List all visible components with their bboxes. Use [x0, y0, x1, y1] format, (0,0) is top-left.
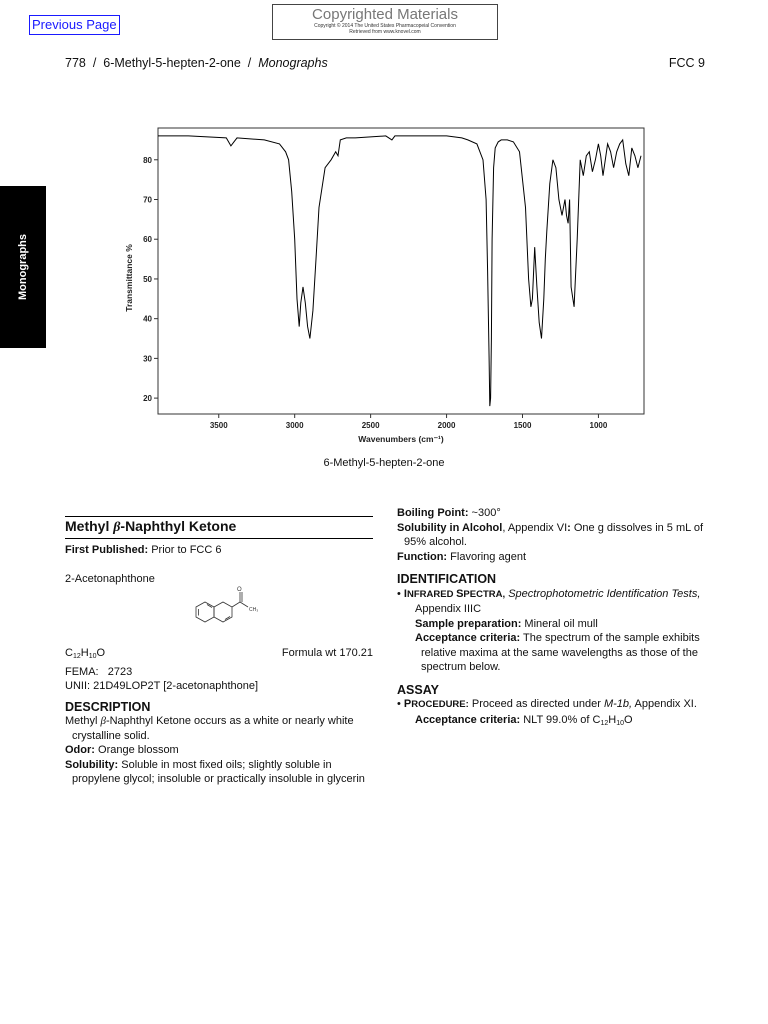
ir-spectrum-chart	[120, 120, 650, 450]
odor-value: Orange blossom	[98, 744, 179, 756]
figure-caption: 6-Methyl-5-hepten-2-one	[323, 457, 445, 469]
procedure-appendix: Appendix XI.	[634, 698, 697, 710]
acceptance-criteria-line	[397, 631, 707, 675]
solubility-alcohol-ref: , Appendix VI	[502, 521, 568, 534]
fema-value: 2723	[107, 665, 133, 678]
fema-label: FEMA:	[65, 665, 99, 678]
separator: /	[244, 56, 255, 70]
procedure-item	[397, 697, 707, 713]
x-tick-label: 1000	[589, 421, 608, 430]
x-tick-label: 3000	[285, 421, 304, 430]
x-tick-label: 3500	[209, 421, 228, 430]
side-tab	[0, 186, 46, 348]
y-tick-label: 70	[143, 195, 152, 205]
odor-label: Odor:	[65, 744, 95, 756]
y-tick-label: 80	[143, 155, 152, 165]
description-heading: DESCRIPTION	[65, 699, 151, 714]
infrared-reference: Spectrophotometric Identification Tests,	[508, 587, 701, 600]
formula-line	[65, 646, 373, 665]
identification-heading: IDENTIFICATION	[397, 572, 497, 586]
function-label: Function:	[397, 550, 448, 563]
title-beta: β	[113, 520, 121, 535]
solubility-label: Solubility:	[65, 758, 119, 771]
y-tick-label: 50	[143, 274, 152, 284]
boiling-label: Boiling Point:	[397, 507, 469, 519]
assay-acceptance-line	[397, 713, 707, 732]
spectrum-line	[158, 136, 641, 406]
assay-acceptance-label: Acceptance criteria:	[415, 713, 521, 726]
banner-line2: Retrieved from www.knovel.com	[349, 29, 421, 35]
title-text-a: Methyl	[65, 518, 114, 534]
fema-line	[65, 665, 373, 680]
procedure-label: PROCEDURE:	[403, 698, 469, 710]
side-tab-label: Monographs	[17, 234, 29, 300]
infrared-appendix: Appendix IIIC	[415, 603, 482, 615]
x-axis-label: Wavenumbers (cm⁻¹)	[358, 434, 444, 444]
methyl-label: CH₃	[249, 607, 259, 613]
banner-line1: Copyright © 2014 The United States Pharmacopeial Convention	[314, 23, 456, 29]
boiling-value: ~300°	[471, 507, 501, 519]
monograph-title	[65, 516, 373, 539]
boiling-point-line	[397, 506, 707, 521]
separator: /	[89, 56, 100, 70]
y-tick-label: 60	[143, 235, 152, 245]
y-axis-label: Transmittance %	[124, 244, 134, 312]
page-number: 778	[65, 56, 86, 70]
function-line	[397, 550, 707, 565]
solubility-value: Soluble in most fixed oils; slightly soluble in propylene glycol; insoluble or practically insoluble in glycerin	[72, 758, 365, 785]
y-tick-label: 30	[143, 354, 152, 364]
right-column	[397, 506, 707, 731]
running-head-monograph: 6-Methyl-5-hepten-2-one	[103, 56, 241, 70]
y-tick-label: 20	[143, 394, 152, 404]
sample-prep-line	[397, 617, 707, 632]
edition-label: FCC 9	[668, 56, 705, 70]
x-tick-label: 2500	[361, 421, 380, 430]
previous-page-button[interactable]: Previous Page	[29, 15, 120, 35]
copyright-banner	[272, 4, 498, 40]
unii-line: UNII: 21D49LOP2T [2-acetonaphthone]	[65, 680, 259, 692]
solubility-alcohol-value: One g dissolves in 5 mL of 95% alcohol.	[404, 521, 704, 548]
molecular-formula: $C_{12}H_{10}O$	[65, 647, 106, 660]
first-published-value: Prior to FCC 6	[151, 544, 222, 556]
bullet: •	[397, 698, 404, 710]
synonym: 2-Acetonaphthone	[65, 572, 155, 585]
chemical-structure	[65, 586, 373, 646]
acceptance-value: The spectrum of the sample exhibits relative maxima at the same wavelengths as those of the spectrum below.	[421, 632, 700, 673]
assay-heading: ASSAY	[397, 682, 439, 697]
formula-weight: Formula wt 170.21	[281, 647, 373, 659]
procedure-method: M-1b,	[603, 698, 633, 710]
description-text: Methyl β-Naphthyl Ketone occurs as a white or nearly white crystalline solid.	[65, 715, 354, 742]
procedure-text: Proceed as directed under	[471, 698, 601, 710]
odor-line	[65, 743, 373, 758]
banner-title: Copyrighted Materials	[312, 6, 458, 23]
left-column	[65, 516, 373, 787]
infrared-spectra-label: INFRARED SPECTRA,	[403, 587, 506, 600]
sample-prep-value: Mineral oil mull	[524, 617, 598, 630]
solubility-line	[65, 758, 373, 787]
x-tick-label: 2000	[437, 421, 456, 430]
solubility-alcohol-label: Solubility in Alcohol	[397, 521, 503, 534]
infrared-spectra-item	[397, 587, 707, 617]
first-published	[65, 543, 373, 558]
assay-acceptance-value: NLT 99.0% of	[523, 713, 590, 726]
running-head	[65, 56, 328, 70]
first-published-label: First Published:	[65, 544, 149, 556]
solubility-alcohol-line: Solubility in Alcohol, Appendix VI: One g dissolves in 5 mL of 95% alcohol.	[397, 521, 704, 548]
assay-formula: $C_{12}H_{10}O$	[592, 713, 633, 727]
running-head-section: Monographs	[258, 56, 328, 70]
sample-prep-label: Sample preparation:	[415, 617, 522, 630]
function-value: Flavoring agent	[450, 550, 526, 563]
acceptance-label: Acceptance criteria:	[415, 632, 521, 644]
y-tick-label: 40	[143, 314, 152, 324]
bullet: •	[397, 587, 404, 600]
title-text-b: -Naphthyl Ketone	[120, 518, 237, 534]
oxygen-label: O	[237, 587, 242, 593]
x-tick-label: 1500	[513, 421, 532, 430]
